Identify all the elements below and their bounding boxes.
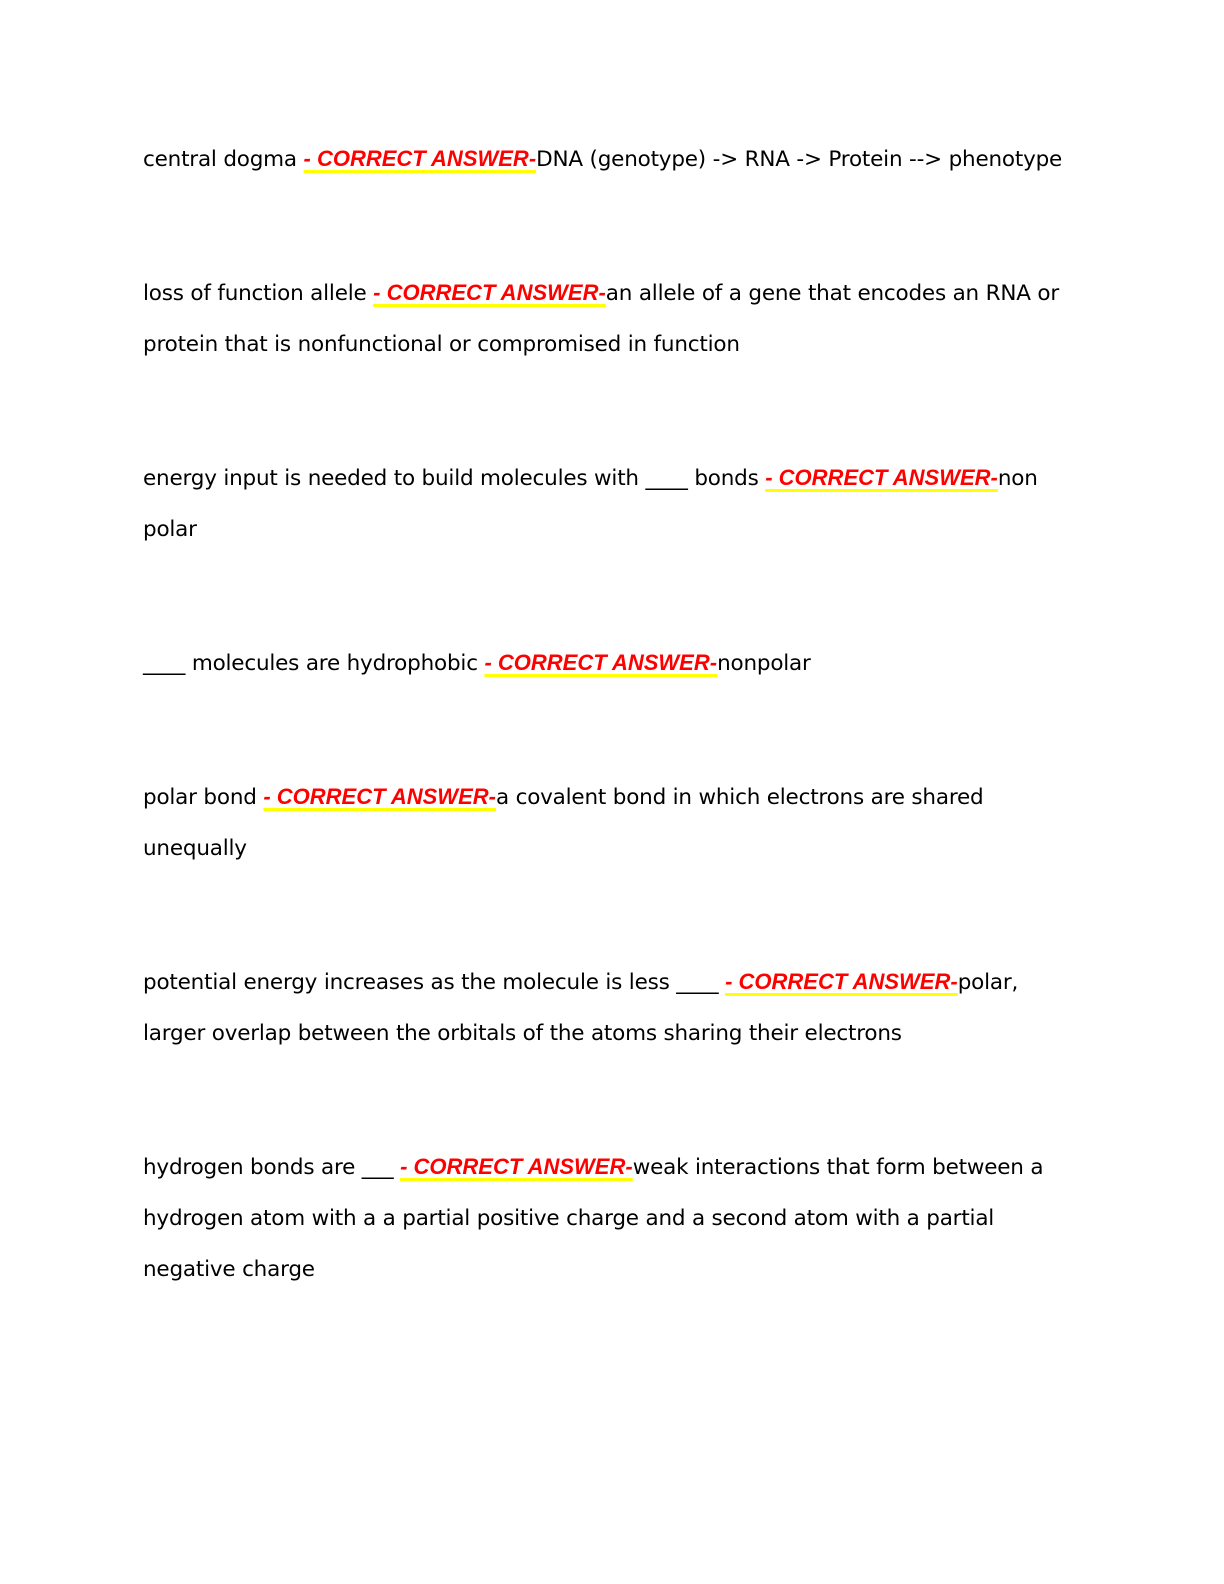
question-text: loss of function allele: [143, 281, 374, 306]
question-text: potential energy increases as the molecule is less ____: [143, 970, 726, 995]
question-text: hydrogen bonds are ___: [143, 1155, 401, 1180]
correct-answer-marker: - CORRECT ANSWER-: [765, 465, 998, 490]
flashcard-entry: [143, 771, 1083, 874]
correct-answer-marker: - CORRECT ANSWER-: [484, 650, 718, 675]
correct-answer-marker: - CORRECT ANSWER-: [303, 146, 537, 171]
correct-answer-marker: - CORRECT ANSWER-: [263, 784, 496, 809]
question-text: ____ molecules are hydrophobic: [143, 651, 485, 676]
answer-text: nonpolar: [717, 651, 811, 676]
correct-answer-marker: - CORRECT ANSWER-: [373, 280, 606, 305]
flashcard-entry: [143, 637, 1083, 689]
answer-text: DNA (genotype) -> RNA -> Protein --> phenotype: [536, 147, 1063, 172]
flashcard-list: [143, 133, 1083, 1377]
answer-text: non polar: [143, 466, 1038, 542]
answer-text: an allele of a gene that encodes an RNA or protein that is nonfunctional or compromised in function: [143, 281, 1059, 357]
correct-answer-marker: - CORRECT ANSWER-: [400, 1154, 633, 1179]
answer-text: weak interactions that form between a hydrogen atom with a a partial positive charge and a second atom with a partial negative charge: [143, 1155, 1044, 1282]
question-text: polar bond: [143, 785, 264, 810]
flashcard-entry: [143, 133, 1083, 185]
answer-text: polar, larger overlap between the orbitals of the atoms sharing their electrons: [143, 970, 1019, 1046]
question-text: energy input is needed to build molecules with ____ bonds: [143, 466, 766, 491]
question-text: central dogma: [143, 147, 304, 172]
flashcard-entry: [143, 267, 1083, 370]
flashcard-entry: [143, 452, 1083, 555]
flashcard-entry: [143, 1141, 1083, 1295]
answer-text: a covalent bond in which electrons are shared unequally: [143, 785, 984, 861]
flashcard-entry: [143, 956, 1083, 1059]
correct-answer-marker: - CORRECT ANSWER-: [725, 969, 958, 994]
